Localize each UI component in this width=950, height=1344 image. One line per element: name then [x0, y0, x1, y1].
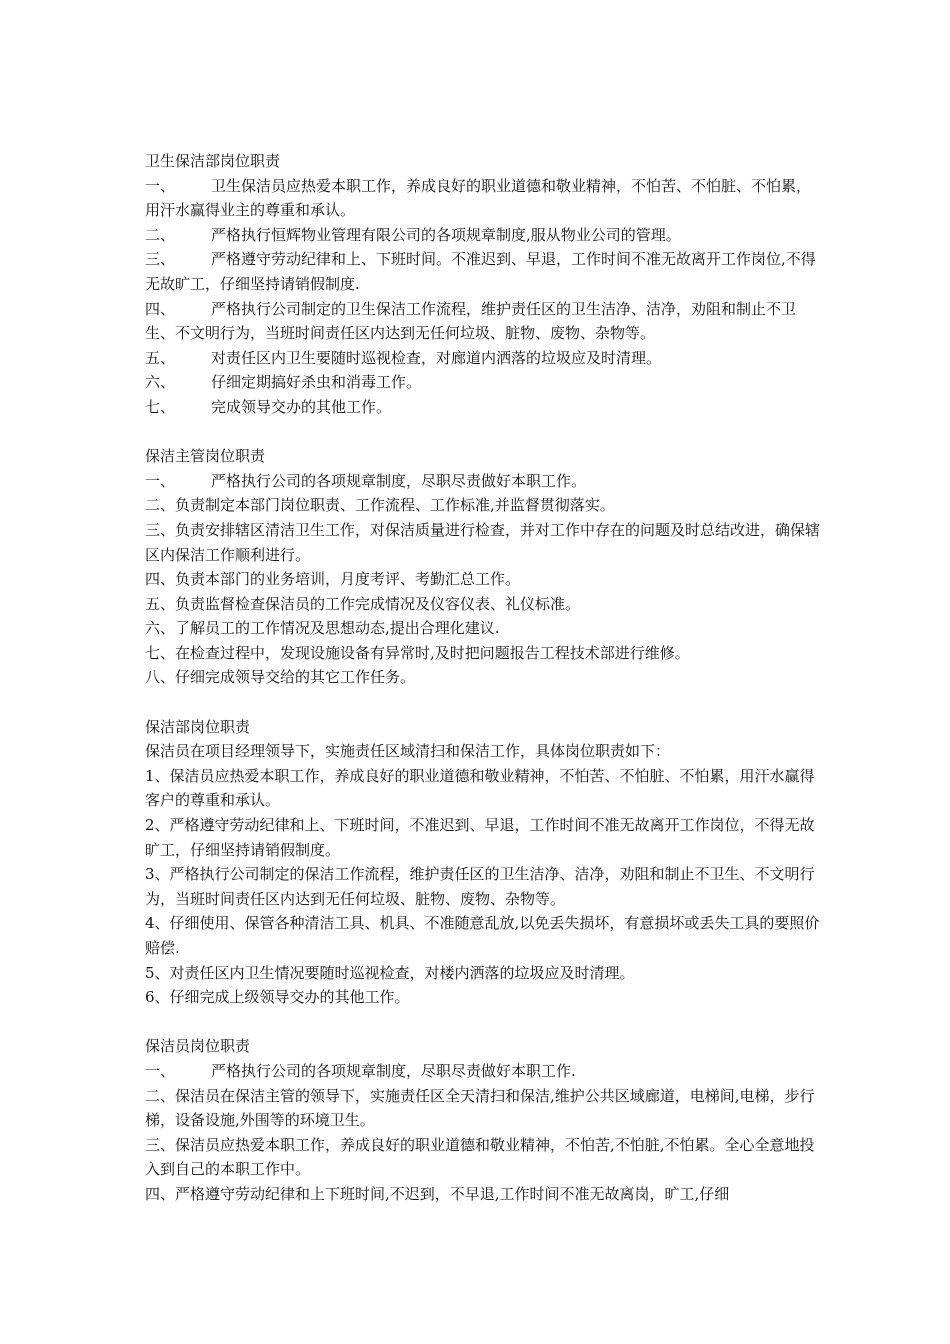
- duty-item: 三、负责安排辖区清洁卫生工作，对保洁质量进行检查，并对工作中存在的问题及时总结改进，确保辖区内保洁工作顺利进行。: [145, 520, 821, 564]
- item-text: 严格执行公司制定的卫生保洁工作流程，维护责任区的卫生洁净、洁净，劝阻和制止不卫生、不文明行为，当班时间责任区内达到无任何垃圾、脏物、废物、杂物等。: [145, 299, 797, 343]
- item-number: 一、: [145, 176, 176, 195]
- item-number: 五、: [145, 348, 176, 367]
- duty-item: [145, 395, 825, 420]
- item-text: 仔细定期搞好杀虫和消毒工作。: [211, 373, 422, 392]
- duty-item: 二、保洁员在保洁主管的领导下，实施责任区全天清扫和保洁,维护公共区域廊道，电梯间,电梯，步行梯，设备设施,外围等的环境卫生。: [145, 1086, 815, 1130]
- item-number: 三、: [145, 250, 176, 269]
- item-text: 完成领导交办的其他工作。: [211, 397, 392, 416]
- duty-item: 2、严格遵守劳动纪律和上、下班时间，不准迟到、早退，工作时间不准无故离开工作岗位，不得无故旷工，仔细坚持请销假制度。: [145, 816, 815, 859]
- duty-item: 三、保洁员应热爱本职工作，养成良好的职业道德和敬业精神，不怕苦,不怕脏,不怕累。全心全意地投入到自己的本职工作中。: [145, 1135, 815, 1179]
- duty-item: 4、仔细使用、保管各种清洁工具、机具、不准随意乱放,以免丢失损坏，有意损坏或丢失工具的要照价赔偿.: [145, 914, 820, 957]
- duty-item: 四、严格遵守劳动纪律和上下班时间,不迟到，不早退,工作时间不准无故离岗，旷工,仔细: [145, 1184, 730, 1203]
- document-body: [145, 149, 825, 1207]
- item-text: 严格遵守劳动纪律和上、下班时间。不准迟到、早退，工作时间不准无故离开工作岗位,不得无故旷工，仔细坚持请销假制度.: [145, 250, 816, 293]
- item-number: 二、: [145, 225, 176, 244]
- duty-item: [145, 346, 825, 371]
- duty-item: 3、严格执行公司制定的保洁工作流程，维护责任区的卫生洁净、洁净，劝阻和制止不卫生、不文明行为，当班时间责任区内达到无任何垃圾、脏物、废物、杂物等。: [145, 865, 815, 908]
- item-text: 严格执行恒辉物业管理有限公司的各项规章制度,服从物业公司的管理。: [211, 225, 681, 244]
- item-text: 严格执行公司的各项规章制度，尽职尽责做好本职工作.: [211, 1061, 576, 1080]
- section-intro: 保洁员在项目经理领导下，实施责任区域清扫和保洁工作，具体岗位职责如下：: [145, 742, 671, 761]
- section-title: 保洁部岗位职责: [145, 717, 251, 736]
- duty-item: 四、负责本部门的业务培训，月度考评、考勤汇总工作。: [145, 570, 521, 589]
- duty-item: [145, 223, 825, 248]
- section-title: 保洁员岗位职责: [145, 1037, 251, 1056]
- section-title: 卫生保洁部岗位职责: [145, 152, 281, 170]
- item-text: 严格执行公司的各项规章制度，尽职尽责做好本职工作。: [211, 471, 587, 490]
- section-title: 保洁主管岗位职责: [145, 447, 266, 466]
- duty-item: 1、保洁员应热爱本职工作，养成良好的职业道德和敬业精神，不怕苦、不怕脏、不怕累，用汗水赢得客户的尊重和承认。: [145, 766, 815, 810]
- section-cleaning-dept: [145, 715, 825, 1010]
- item-number: 六、: [145, 373, 176, 392]
- section-cleaning-supervisor: [145, 444, 825, 690]
- duty-item: 六、了解员工的工作情况及思想动态,提出合理化建议.: [145, 619, 500, 638]
- item-number: 七、: [145, 397, 176, 416]
- duty-item: [145, 174, 825, 223]
- duty-item: 5、对责任区内卫生情况要随时巡视检查，对楼内洒落的垃圾应及时清理。: [145, 963, 635, 982]
- duty-item: [145, 469, 825, 494]
- section-sanitation-dept: [145, 149, 825, 420]
- duty-item: 6、仔细完成上级领导交办的其他工作。: [145, 988, 410, 1007]
- duty-item: [145, 1059, 825, 1084]
- duty-item: [145, 297, 825, 346]
- duty-item: 七、在检查过程中，发现设施设备有异常时,及时把问题报告工程技术部进行维修。: [145, 643, 690, 662]
- item-number: 一、: [145, 1061, 176, 1080]
- item-text: 卫生保洁员应热爱本职工作，养成良好的职业道德和敬业精神，不怕苦、不怕脏、不怕累，用汗水赢得业主的尊重和承认。: [145, 176, 812, 220]
- duty-item: 二、负责制定本部门岗位职责、工作流程、工作标准,并监督贯彻落实。: [145, 496, 615, 515]
- duty-item: [145, 247, 825, 296]
- duty-item: [145, 370, 825, 395]
- section-cleaner: [145, 1034, 825, 1206]
- duty-item: 八、仔细完成领导交给的其它工作任务。: [145, 668, 416, 687]
- item-text: 对责任区内卫生要随时巡视检查，对廊道内洒落的垃圾应及时清理。: [211, 348, 662, 367]
- item-number: 一、: [145, 471, 176, 490]
- item-number: 四、: [145, 299, 176, 318]
- duty-item: 五、负责监督检查保洁员的工作完成情况及仪容仪表、礼仪标准。: [145, 594, 581, 613]
